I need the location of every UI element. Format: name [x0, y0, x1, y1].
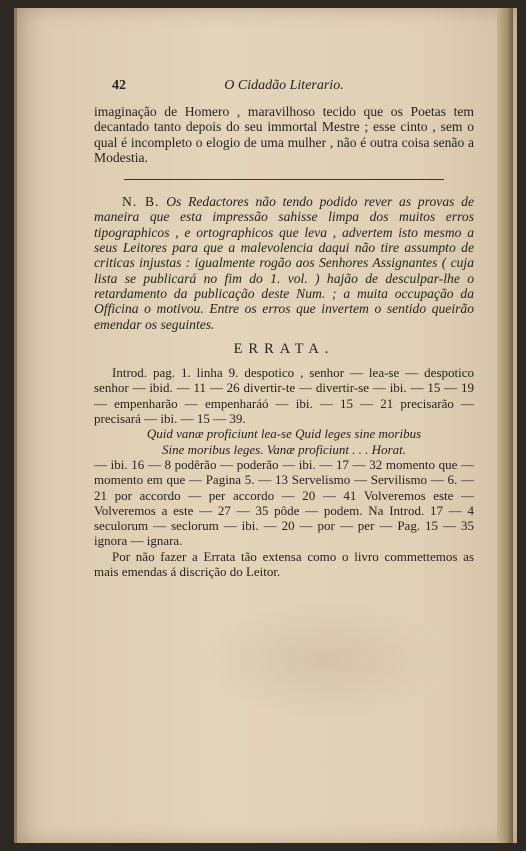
errata-title: ERRATA. [233, 340, 335, 357]
errata-latin-line: Quid vanæ proficiunt lea-se Quid leges sine moribus [146, 426, 422, 442]
note-label: N. B. [122, 194, 160, 210]
bleed-through-shadow [200, 600, 450, 720]
errata-section [94, 365, 474, 549]
intro-paragraph: imaginação de Homero , maravilhoso tecido que os Poetas tem decantado tanto depois do seu immortal Mestre ; esse cinto , sem o qual é incompleto o elogio de uma mulher , não é outra coisa senão a Modestia. [94, 104, 474, 165]
page-fold [497, 8, 513, 843]
closing-paragraph: Por não fazer a Errata tão extensa como o livro commettemos as mais emendas á discrição do Leitor. [94, 548, 474, 580]
running-title: O Cidadão Literario. [224, 78, 344, 93]
page-number: 42 [112, 78, 126, 93]
errata-latin-line: Sine moribus leges. Vanæ proficiunt . . . Horat. [162, 441, 406, 457]
errata-line: Introd. pag. 1. linha 9. despotico , senhor — lea-se — despotico senhor — ibid. — 11 — 26 divertir-te — divertir-se — ibi. — 15 — 19 — empenharão — empenharáó — ibi. — 15 — 21 precisarão — precisará — ibi. — 15 — 39. [94, 365, 474, 427]
note-text: Os Redactores não tendo podido rever as provas de maneira que esta impressão sahisse limpa dos muitos erros tipographicos , e ortographicos que leva , advertem isto mesmo a seus Leitores para que a malevolencia daqui não tire assumpto de criticas injustas : igualmente rogão aos Senhores Assignantes ( cuja lista se publicará no fim do 1. vol. ) hajão de desculpar-lhe o retardamento da publicação deste Num. ; a muita occupação da Officina o motivou. Entre os erros que invertem o sentido queirão emendar os seguintes. [94, 194, 474, 332]
editors-note [94, 194, 474, 332]
page-text-block [94, 78, 474, 579]
errata-continuation: — ibi. 16 — 8 podêrão — poderão — ibi. — 17 — 32 momento que — momento em que — Pagina 5. — 13 Servelismo — Servilismo — 6. — 21 por accordo — per accordo — 20 — 41 Volveremos este — Volveremos a este — 27 — 35 pôde — podem. Na Introd. 17 — 4 seculorum — seclorum — ibi. — 20 — por — per — Pag. 15 — 35 ignora — ignara. [94, 456, 474, 549]
page-header [94, 78, 474, 100]
section-divider [124, 179, 444, 180]
